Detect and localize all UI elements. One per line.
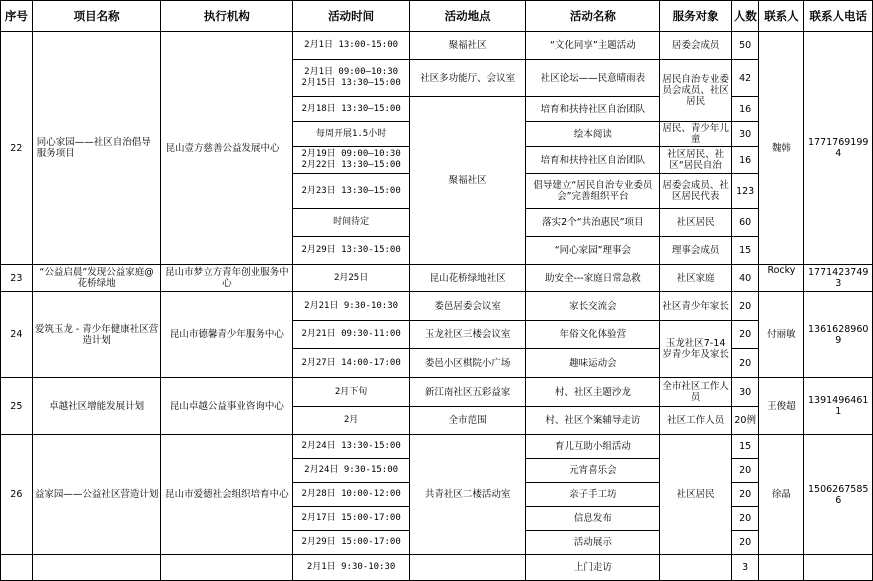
header-row bbox=[1, 1, 873, 32]
header-contact: 联系人 bbox=[759, 1, 804, 32]
count-cell: 16 bbox=[731, 97, 759, 122]
time-cell: 2月1日 09:00—10:30 2月15日 13:30—15:00 bbox=[293, 60, 410, 97]
target-cell: 社区家庭 bbox=[660, 265, 732, 292]
seq-cell: 26 bbox=[1, 435, 33, 555]
org-cell: 昆山市梦立方青年创业服务中心 bbox=[161, 265, 293, 292]
seq-cell: 25 bbox=[1, 378, 33, 435]
activity-cell: 助安全---家庭日常急救 bbox=[526, 265, 660, 292]
time-cell: 2月21日 9:30-10:30 bbox=[293, 292, 410, 321]
location-cell: 昆山花桥绿地社区 bbox=[409, 265, 526, 292]
count-cell: 3 bbox=[731, 555, 759, 581]
phone-cell: 17717691994 bbox=[804, 32, 873, 265]
activity-cell: 元宵喜乐会 bbox=[526, 459, 660, 483]
contact-cell: 徐晶 bbox=[759, 435, 804, 555]
target-cell: 玉龙社区7-14岁青少年及家长 bbox=[660, 321, 732, 378]
table-row bbox=[1, 435, 873, 459]
table-row bbox=[1, 378, 873, 407]
target-cell: 社区居民 bbox=[660, 435, 732, 555]
contact-cell: 付丽敏 bbox=[759, 292, 804, 378]
contact-cell: Rocky bbox=[759, 265, 804, 292]
target-cell: 全市社区工作人员 bbox=[660, 378, 732, 407]
count-cell: 20例 bbox=[731, 407, 759, 435]
time-cell: 2月23日 13:30—15:00 bbox=[293, 174, 410, 209]
activity-cell: 落实2个“共治惠民”项目 bbox=[526, 209, 660, 237]
activity-cell: 年俗文化体验营 bbox=[526, 321, 660, 349]
activity-cell: 绘本阅读 bbox=[526, 122, 660, 147]
seq-cell bbox=[1, 555, 33, 581]
header-time: 活动时间 bbox=[293, 1, 410, 32]
target-cell: 理事会成员 bbox=[660, 237, 732, 265]
header-seq: 序号 bbox=[1, 1, 33, 32]
project-name-cell: 爱筑玉龙 - 青少年健康社区营造计划 bbox=[32, 292, 161, 378]
header-location: 活动地点 bbox=[409, 1, 526, 32]
time-cell: 2月19日 09:00—10:30 2月22日 13:30—15:00 bbox=[293, 147, 410, 174]
time-cell: 2月1日 13:00-15:00 bbox=[293, 32, 410, 60]
target-cell: 社区工作人员 bbox=[660, 407, 732, 435]
header-org: 执行机构 bbox=[161, 1, 293, 32]
header-count: 人数 bbox=[731, 1, 759, 32]
org-cell bbox=[161, 555, 293, 581]
activity-cell: “同心家园”理事会 bbox=[526, 237, 660, 265]
location-cell bbox=[409, 555, 526, 581]
count-cell: 30 bbox=[731, 122, 759, 147]
activity-cell: 村、社区个案辅导走访 bbox=[526, 407, 660, 435]
target-cell: 居民自治专业委员会成员、社区居民 bbox=[660, 60, 732, 122]
header-phone: 联系人电话 bbox=[804, 1, 873, 32]
count-cell: 30 bbox=[731, 378, 759, 407]
count-cell: 15 bbox=[731, 435, 759, 459]
phone-cell: 13616289609 bbox=[804, 292, 873, 378]
activity-cell: 家长交流会 bbox=[526, 292, 660, 321]
activity-cell: 村、社区主题沙龙 bbox=[526, 378, 660, 407]
header-project: 项目名称 bbox=[32, 1, 161, 32]
project-name-cell: 卓越社区增能发展计划 bbox=[32, 378, 161, 435]
time-cell: 2月24日 9:30-15:00 bbox=[293, 459, 410, 483]
time-cell: 时间待定 bbox=[293, 209, 410, 237]
count-cell: 20 bbox=[731, 292, 759, 321]
seq-cell: 22 bbox=[1, 32, 33, 265]
contact-cell: 王俊超 bbox=[759, 378, 804, 435]
activity-cell: 趣味运动会 bbox=[526, 349, 660, 378]
org-cell: 昆山市德馨青少年服务中心 bbox=[161, 292, 293, 378]
seq-cell: 24 bbox=[1, 292, 33, 378]
project-name-cell bbox=[32, 555, 161, 581]
activity-cell: 上门走访 bbox=[526, 555, 660, 581]
location-cell: 全市范围 bbox=[409, 407, 526, 435]
activity-cell: 育儿互助小组活动 bbox=[526, 435, 660, 459]
time-cell: 2月1日 9:30-10:30 bbox=[293, 555, 410, 581]
count-cell: 15 bbox=[731, 237, 759, 265]
count-cell: 20 bbox=[731, 321, 759, 349]
target-cell: 居委会成员 bbox=[660, 32, 732, 60]
target-cell: 社区居民 bbox=[660, 209, 732, 237]
count-cell: 20 bbox=[731, 349, 759, 378]
time-cell: 2月24日 13:30-15:00 bbox=[293, 435, 410, 459]
activity-cell: 培育和扶持社区自治团队 bbox=[526, 147, 660, 174]
count-cell: 20 bbox=[731, 531, 759, 555]
location-cell: 玉龙社区三楼会议室 bbox=[409, 321, 526, 349]
activity-cell: 亲子手工坊 bbox=[526, 483, 660, 507]
table-row bbox=[1, 555, 873, 581]
target-cell: 居民、青少年儿童 bbox=[660, 122, 732, 147]
count-cell: 60 bbox=[731, 209, 759, 237]
target-cell: 社区青少年家长 bbox=[660, 292, 732, 321]
phone-cell bbox=[804, 555, 873, 581]
count-cell: 123 bbox=[731, 174, 759, 209]
table-row bbox=[1, 32, 873, 60]
time-cell: 2月下旬 bbox=[293, 378, 410, 407]
time-cell: 2月27日 14:00-17:00 bbox=[293, 349, 410, 378]
location-cell: 聚福社区 bbox=[409, 32, 526, 60]
org-cell: 昆山壹方慈善公益发展中心 bbox=[161, 32, 293, 265]
activity-cell: 活动展示 bbox=[526, 531, 660, 555]
time-cell: 2月21日 09:30-11:00 bbox=[293, 321, 410, 349]
contact-cell: 魏韩 bbox=[759, 32, 804, 265]
activity-cell: “文化同享”主题活动 bbox=[526, 32, 660, 60]
time-cell: 2月17日 15:00-17:00 bbox=[293, 507, 410, 531]
activity-cell: 信息发布 bbox=[526, 507, 660, 531]
org-cell: 昆山卓越公益事业咨询中心 bbox=[161, 378, 293, 435]
activity-cell: 培育和扶持社区自治团队 bbox=[526, 97, 660, 122]
header-activity: 活动名称 bbox=[526, 1, 660, 32]
project-name-cell: 同心家园——社区自治倡导服务项目 bbox=[32, 32, 161, 265]
target-cell bbox=[660, 555, 732, 581]
activity-cell: 社区论坛——民意晴雨表 bbox=[526, 60, 660, 97]
seq-cell: 23 bbox=[1, 265, 33, 292]
location-cell: 社区多功能厅、会议室 bbox=[409, 60, 526, 97]
location-cell: 娄邑居委会议室 bbox=[409, 292, 526, 321]
count-cell: 50 bbox=[731, 32, 759, 60]
time-cell: 2月 bbox=[293, 407, 410, 435]
time-cell: 2月18日 13:30—15:00 bbox=[293, 97, 410, 122]
phone-cell: 13914964611 bbox=[804, 378, 873, 435]
contact-cell bbox=[759, 555, 804, 581]
time-cell: 2月25日 bbox=[293, 265, 410, 292]
table-row bbox=[1, 265, 873, 292]
phone-cell: 17714237493 bbox=[804, 265, 873, 292]
count-cell: 16 bbox=[731, 147, 759, 174]
header-target: 服务对象 bbox=[660, 1, 732, 32]
table-row bbox=[1, 292, 873, 321]
time-cell: 2月29日 13:30-15:00 bbox=[293, 237, 410, 265]
activity-cell: 倡导建立“居民自治专业委员会”完善组织平台 bbox=[526, 174, 660, 209]
time-cell: 每周开展1.5小时 bbox=[293, 122, 410, 147]
target-cell: 居委会成员、社区居民代表 bbox=[660, 174, 732, 209]
location-cell: 共青社区二楼活动室 bbox=[409, 435, 526, 555]
count-cell: 40 bbox=[731, 265, 759, 292]
count-cell: 20 bbox=[731, 507, 759, 531]
time-cell: 2月29日 15:00-17:00 bbox=[293, 531, 410, 555]
time-cell: 2月28日 10:00-12:00 bbox=[293, 483, 410, 507]
location-cell: 娄邑小区棋院小广场 bbox=[409, 349, 526, 378]
org-cell: 昆山市爱德社会组织培育中心 bbox=[161, 435, 293, 555]
count-cell: 20 bbox=[731, 459, 759, 483]
count-cell: 42 bbox=[731, 60, 759, 97]
location-cell: 聚福社区 bbox=[409, 97, 526, 265]
count-cell: 20 bbox=[731, 483, 759, 507]
location-cell: 新江南社区五彩益家 bbox=[409, 378, 526, 407]
target-cell: 社区居民、社区“居民自治 bbox=[660, 147, 732, 174]
phone-cell: 15062675856 bbox=[804, 435, 873, 555]
project-name-cell: 益家园——公益社区营造计划 bbox=[32, 435, 161, 555]
project-name-cell: “公益启晨”发现公益家庭@花桥绿地 bbox=[32, 265, 161, 292]
